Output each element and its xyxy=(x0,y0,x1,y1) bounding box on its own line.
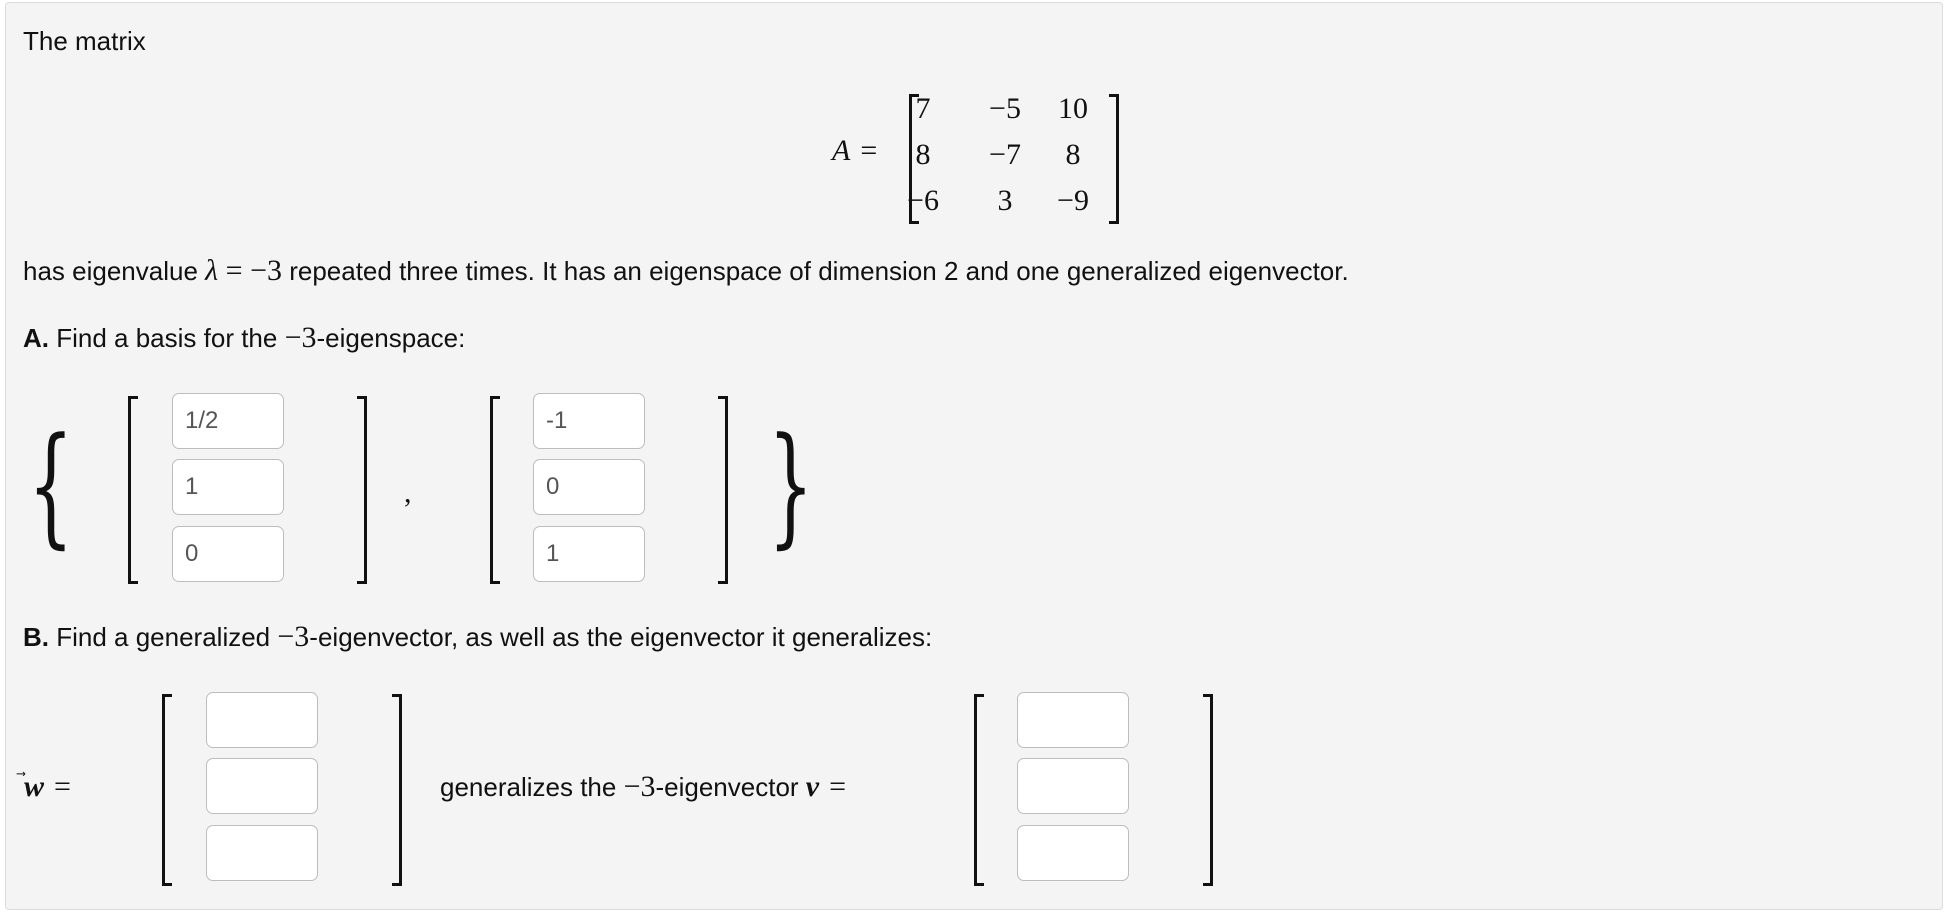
w-entry2-input[interactable] xyxy=(206,758,318,814)
open-brace: { xyxy=(28,409,74,561)
matrix-right-bracket xyxy=(1109,94,1119,224)
w-entry1-input[interactable] xyxy=(206,692,318,748)
matrix-cell: 3 xyxy=(997,184,1013,217)
w-vector-label: w = xyxy=(24,770,71,803)
basis1-entry3-input[interactable] xyxy=(172,526,284,582)
v-left-bracket xyxy=(974,694,984,886)
intro-text: The matrix xyxy=(23,26,146,56)
matrix-cell: 8 xyxy=(1065,138,1081,171)
w-right-bracket xyxy=(392,694,402,886)
v-right-bracket xyxy=(1203,694,1213,886)
matrix-cell: −5 xyxy=(989,92,1021,125)
matrix-cell: −7 xyxy=(989,138,1021,171)
basis2-entry3-input[interactable] xyxy=(533,526,645,582)
basis1-entry1-input[interactable] xyxy=(172,393,284,449)
vector2-left-bracket xyxy=(490,396,500,584)
v-entry3-input[interactable] xyxy=(1017,825,1129,881)
matrix-cell: 10 xyxy=(1058,92,1088,125)
basis2-entry2-input[interactable] xyxy=(533,459,645,515)
matrix-cell: 7 xyxy=(915,92,931,125)
matrix-cell: 8 xyxy=(915,138,931,171)
v-entry1-input[interactable] xyxy=(1017,692,1129,748)
w-left-bracket xyxy=(162,694,172,886)
matrix-label: A = xyxy=(832,134,878,167)
matrix-cell: −9 xyxy=(1057,184,1089,217)
w-entry3-input[interactable] xyxy=(206,825,318,881)
vector2-right-bracket xyxy=(718,396,728,584)
part-b-heading: B. Find a generalized −3-eigenvector, as well as the eigenvector it generalizes: xyxy=(23,620,933,653)
basis1-entry2-input[interactable] xyxy=(172,459,284,515)
part-a-heading: A. Find a basis for the −3-eigenspace: xyxy=(23,321,466,354)
basis2-entry1-input[interactable] xyxy=(533,393,645,449)
close-brace: } xyxy=(768,409,814,561)
generalizes-text: generalizes the −3-eigenvector v = xyxy=(440,770,847,803)
eigenvalue-sentence: has eigenvalue λ = −3 repeated three times. It has an eigenspace of dimension 2 and one generalized eigenvector. xyxy=(23,254,1349,287)
vector1-left-bracket xyxy=(128,396,138,584)
v-entry2-input[interactable] xyxy=(1017,758,1129,814)
vector-comma: , xyxy=(404,476,412,509)
vector1-right-bracket xyxy=(357,396,367,584)
matrix-a xyxy=(835,88,1135,222)
matrix-cell: −6 xyxy=(907,184,939,217)
